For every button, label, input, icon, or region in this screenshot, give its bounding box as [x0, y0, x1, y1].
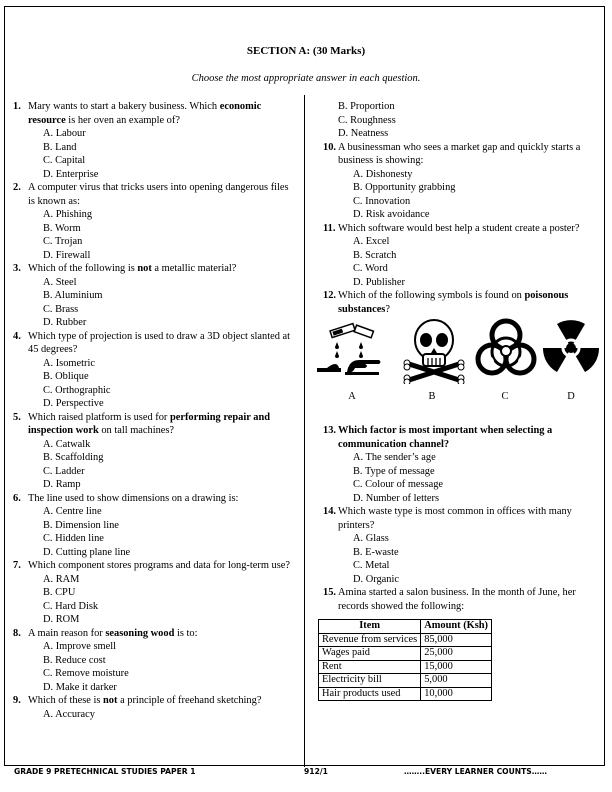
question-stem [338, 141, 595, 168]
answer-option[interactable]: D. Number of letters [353, 492, 439, 504]
answer-option[interactable]: A. Accuracy [43, 708, 95, 720]
stem-text: on tall machines? [98, 425, 175, 436]
table-cell-item: Rent [319, 660, 421, 674]
answer-option[interactable]: D. Firewall [43, 249, 91, 261]
question-number: 4. [13, 330, 21, 342]
answer-option[interactable]: C. Roughness [338, 114, 396, 126]
table-cell-amount: 10,000 [421, 687, 492, 701]
answer-option[interactable]: A. The sender’s age [353, 452, 436, 463]
stem-text: is to: [174, 627, 198, 639]
stem-text: a principle of freehand sketching? [117, 695, 262, 706]
stem-text: economic resource [28, 101, 262, 126]
answer-option[interactable]: B. Dimension line [43, 519, 119, 531]
answer-option[interactable]: C. Innovation [353, 195, 411, 207]
answer-option[interactable]: D. Ramp [43, 479, 81, 490]
answer-option[interactable]: B. Proportion [338, 101, 395, 112]
symbol-label-d: D [567, 391, 575, 402]
answer-option[interactable]: B. Type of message [353, 465, 435, 477]
stem-text: a metallic material? [151, 263, 237, 274]
instruction: Choose the most appropriate answer in each question. [191, 73, 421, 84]
answer-option[interactable]: C. Brass [43, 303, 79, 315]
question-10 [323, 141, 595, 222]
question-13 [323, 424, 595, 505]
answer-option[interactable]: C. Hidden line [43, 533, 104, 544]
answer-option[interactable]: A. RAM [43, 573, 80, 585]
section-title: SECTION A: (30 Marks) [246, 45, 366, 57]
question-number: 13. [323, 425, 336, 436]
stem-text: Which of the following symbols is found on [338, 290, 525, 301]
footer-paper-code: 912/1 [304, 767, 328, 776]
answer-option[interactable]: C. Ladder [43, 465, 85, 477]
symbol-label-b: B [428, 391, 436, 402]
table-row [319, 660, 492, 674]
answer-option[interactable]: B. Scratch [353, 249, 397, 261]
question-2 [13, 181, 298, 262]
table-cell-amount: 85,000 [421, 633, 492, 647]
question-number: 5. [13, 411, 21, 423]
questions-10-12 [323, 141, 595, 317]
answer-option[interactable]: A. Dishonesty [353, 168, 413, 180]
corrosive-icon [315, 318, 383, 384]
question-number: 11. [323, 222, 336, 234]
table-header-amount: Amount (Ksh) [421, 620, 492, 634]
answer-option[interactable]: D. ROM [43, 614, 80, 625]
stem-text: is her oven an example of? [65, 114, 180, 126]
answer-option[interactable]: D. Rubber [43, 317, 87, 328]
question-stem [338, 424, 595, 451]
question-stem [338, 586, 595, 613]
answer-option[interactable]: D. Neatness [338, 128, 389, 139]
answer-option[interactable]: C. Word [353, 263, 388, 274]
question-4 [13, 330, 298, 411]
stem-text: Which raised platform is used for [28, 411, 170, 423]
stem-text: Which type of projection is used to draw a 3D object slanted at 45 degrees? [28, 330, 290, 355]
answer-option[interactable]: C. Colour of message [353, 479, 444, 490]
answer-option[interactable]: B. Scaffolding [43, 452, 104, 463]
table-row [319, 633, 492, 647]
answer-option[interactable]: D. Organic [353, 573, 399, 585]
stem-text: not [103, 695, 118, 706]
table-cell-amount: 15,000 [421, 660, 492, 674]
stem-text: ? [385, 303, 390, 315]
stem-text: Which software would best help a student create a poster? [338, 222, 580, 234]
question-stem [28, 100, 298, 127]
answer-option[interactable]: D. Risk avoidance [353, 209, 430, 220]
table-cell-item: Hair products used [319, 687, 421, 701]
answer-option[interactable]: C. Trojan [43, 236, 83, 247]
right-column [323, 100, 595, 701]
question-7 [13, 559, 298, 627]
stem-text: poisonous substances [338, 290, 569, 315]
stem-text: Which waste type is most common in offices with many printers? [338, 506, 572, 531]
answer-option[interactable]: D. Cutting plane line [43, 546, 131, 558]
table-cell-amount: 5,000 [421, 674, 492, 688]
question-stem [338, 289, 595, 316]
answer-option[interactable]: C. Metal [353, 560, 390, 571]
answer-option[interactable]: A. Improve smell [43, 641, 117, 652]
stem-text: Which of these is [28, 695, 104, 706]
answer-option[interactable]: C. Remove moisture [43, 668, 129, 679]
answer-option[interactable]: A. Centre line [43, 506, 102, 517]
question-15 [323, 586, 595, 613]
hazard-symbols [315, 318, 595, 418]
answer-option[interactable]: B. Land [43, 141, 77, 153]
question-8 [13, 627, 298, 695]
answer-option[interactable]: A. Glass [353, 533, 389, 544]
symbol-label-a: A [348, 391, 356, 402]
question-stem [28, 694, 298, 708]
answer-option[interactable]: D. Make it darker [43, 681, 117, 693]
question-number: 6. [13, 492, 21, 504]
stem-text: A businessman who sees a market gap and quickly starts a business is showing: [338, 141, 581, 166]
answer-option[interactable]: A. Phishing [43, 209, 93, 220]
question-stem [338, 505, 595, 532]
footer [14, 767, 604, 781]
table-row [319, 674, 492, 688]
question-number: 2. [13, 182, 21, 193]
questions-13-15 [323, 424, 595, 613]
question-9-continued [323, 100, 595, 141]
biohazard-icon [473, 318, 539, 384]
question-stem [28, 330, 298, 357]
answer-option[interactable]: D. Perspective [43, 398, 104, 409]
table-cell-item: Revenue from services [319, 633, 421, 647]
records-table [318, 619, 492, 701]
answer-option[interactable]: C. Capital [43, 155, 86, 166]
answer-option[interactable]: C. Hard Disk [43, 600, 99, 612]
question-number: 15. [323, 587, 336, 598]
question-stem [28, 559, 298, 573]
question-14 [323, 505, 595, 586]
question-number: 14. [323, 506, 336, 517]
radioactive-icon [543, 318, 599, 378]
question-number: 3. [13, 263, 21, 274]
table-row [319, 647, 492, 661]
stem-text: Mary wants to start a bakery business. Which [28, 101, 220, 112]
question-number: 8. [13, 627, 21, 639]
question-stem [338, 222, 595, 236]
question-3 [13, 262, 298, 330]
answer-option[interactable]: A. Catwalk [43, 438, 91, 450]
question-number: 1. [13, 101, 21, 112]
answer-option[interactable]: B. E-waste [353, 546, 399, 558]
question-number: 9. [13, 695, 21, 706]
answer-option[interactable]: B. CPU [43, 587, 76, 598]
answer-option[interactable]: B. Worm [43, 222, 81, 234]
stem-text: A computer virus that tricks users into opening dangerous files is known as: [28, 182, 289, 207]
question-1 [13, 100, 298, 181]
question-6 [13, 492, 298, 560]
stem-text: Which factor is most important when selecting a communication channel? [338, 425, 553, 450]
answer-option[interactable]: B. Opportunity grabbing [353, 182, 456, 193]
question-number: 7. [13, 560, 21, 571]
stem-text: Amina started a salon business. In the month of June, her records showed the following: [338, 587, 576, 612]
stem-text: Which component stores programs and data for long-term use? [28, 560, 290, 571]
table-row [319, 687, 492, 701]
answer-option[interactable]: D. Publisher [353, 276, 405, 288]
stem-text: A main reason for [28, 627, 106, 639]
answer-option[interactable]: D. Enterprise [43, 168, 99, 180]
question-12 [323, 289, 595, 316]
left-column [13, 100, 298, 721]
answer-option[interactable]: B. Oblique [43, 371, 89, 382]
answer-option[interactable]: B. Aluminium [43, 290, 103, 301]
question-9 [13, 694, 298, 721]
answer-option[interactable]: B. Reduce cost [43, 654, 106, 666]
stem-text: The line used to show dimensions on a drawing is: [28, 492, 239, 504]
table-cell-item: Wages paid [319, 647, 421, 661]
column-divider [304, 95, 305, 767]
question-5 [13, 411, 298, 492]
stem-text: not [137, 263, 152, 274]
question-11 [323, 222, 595, 290]
question-number: 10. [323, 141, 336, 153]
footer-motto: ……..EVERY LEARNER COUNTS…… [404, 767, 547, 776]
question-stem [28, 181, 298, 208]
question-stem [28, 627, 298, 641]
answer-option[interactable]: A. Labour [43, 128, 86, 139]
answer-option[interactable]: C. Orthographic [43, 384, 111, 396]
table-cell-item: Electricity bill [319, 674, 421, 688]
question-stem [28, 411, 298, 438]
question-stem [28, 492, 298, 506]
table-header-item: Item [319, 620, 421, 634]
skull-crossbones-icon [401, 318, 467, 384]
footer-paper-title: GRADE 9 PRETECHNICAL STUDIES PAPER 1 [14, 767, 196, 776]
answer-option[interactable]: A. Steel [43, 276, 77, 288]
stem-text: seasoning wood [105, 627, 175, 639]
stem-text: performing repair and inspection work [28, 411, 271, 436]
stem-text: Which of the following is [28, 263, 138, 274]
question-stem [28, 262, 298, 276]
table-cell-amount: 25,000 [421, 647, 492, 661]
question-number: 12. [323, 290, 336, 301]
symbol-label-c: C [501, 391, 509, 402]
answer-option[interactable]: A. Isometric [43, 357, 95, 369]
answer-option[interactable]: A. Excel [353, 236, 390, 247]
